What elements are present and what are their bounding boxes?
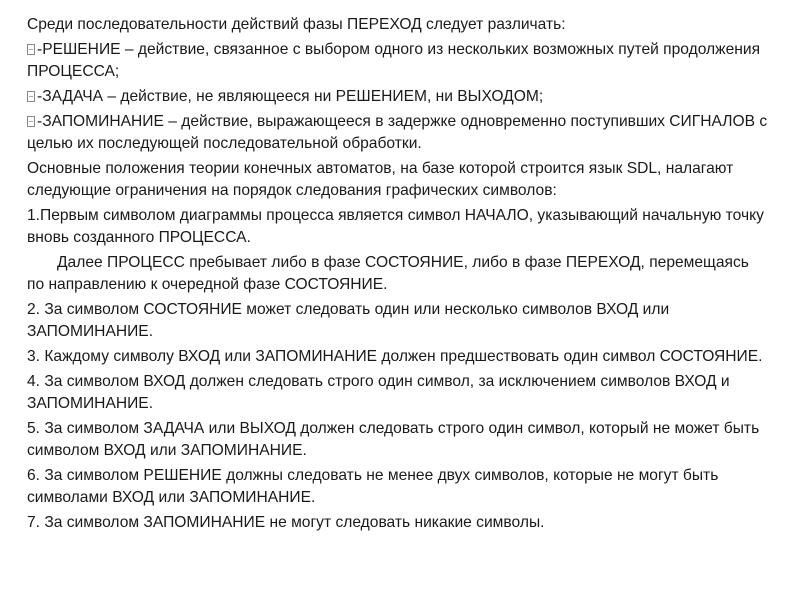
intro-paragraph: Среди последовательности действий фазы ПЕРЕХОД следует различать: — [27, 16, 566, 33]
bullet-text: -ЗАДАЧА – действие, не являющееся ни РЕШЕНИЕМ, ни ВЫХОДОМ; — [37, 88, 544, 105]
rule-7: 7. За символом ЗАПОМИНАНИЕ не могут следовать никакие символы. — [27, 514, 545, 531]
missing-glyph-icon — [27, 116, 35, 127]
bullet-item-task — [27, 86, 770, 108]
basics-paragraph: Основные положения теории конечных автоматов, на базе которой строится язык SDL, налагают следующие ограничения на порядок следования графических символов: — [27, 160, 734, 199]
missing-glyph-icon — [27, 91, 35, 102]
rule-6: 6. За символом РЕШЕНИЕ должны следовать не менее двух символов, которые не могут быть символами ВХОД или ЗАПОМИНАНИЕ. — [27, 467, 719, 506]
bullet-text: -РЕШЕНИЕ – действие, связанное с выбором одного из нескольких возможных путей продолжения ПРОЦЕССА; — [27, 41, 761, 80]
rule-4: 4. За символом ВХОД должен следовать строго один символ, за исключением символов ВХОД и ЗАПОМИНАНИЕ. — [27, 373, 730, 412]
missing-glyph-icon — [27, 44, 35, 55]
bullet-text: -ЗАПОМИНАНИЕ – действие, выражающееся в задержке одновременно поступивших СИГНАЛОВ с целью их последующей последовательной обработки. — [27, 113, 768, 152]
rule-5: 5. За символом ЗАДАЧА или ВЫХОД должен следовать строго один символ, который не может быть символом ВХОД или ЗАПОМИНАНИЕ. — [27, 420, 760, 459]
rule-1-continuation: Далее ПРОЦЕСС пребывает либо в фазе СОСТОЯНИЕ, либо в фазе ПЕРЕХОД, перемещаясь по направлению к очередной фазе СОСТОЯНИЕ. — [27, 254, 749, 293]
rule-1: 1.Первым символом диаграммы процесса является символ НАЧАЛО, указывающий начальную точку вновь созданного ПРОЦЕССА. — [27, 207, 764, 246]
bullet-item-decision — [27, 39, 770, 83]
rule-2: 2. За символом СОСТОЯНИЕ может следовать один или несколько символов ВХОД или ЗАПОМИНАНИЕ. — [27, 301, 670, 340]
rule-3: 3. Каждому символу ВХОД или ЗАПОМИНАНИЕ должен предшествовать один символ СОСТОЯНИЕ. — [27, 348, 763, 365]
bullet-item-save — [27, 111, 770, 155]
